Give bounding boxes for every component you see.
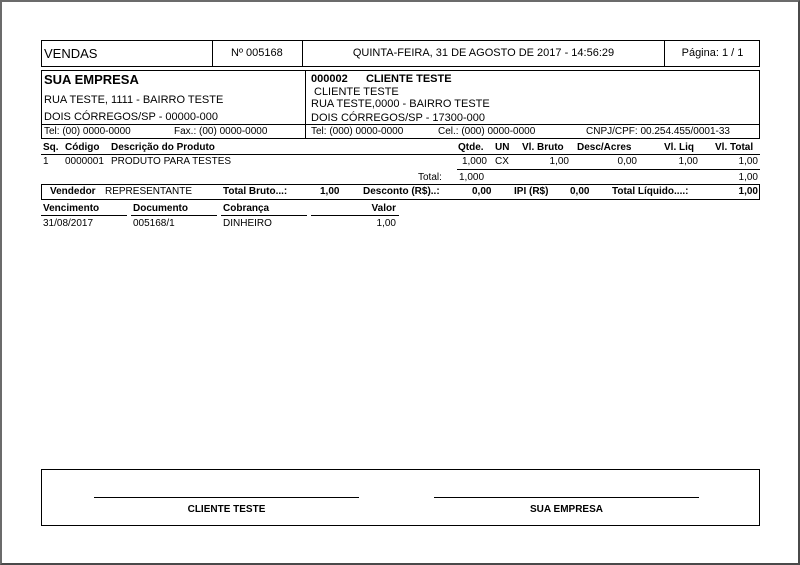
discount-value: 0,00 <box>472 186 492 197</box>
item-net: 1,00 <box>678 156 698 167</box>
gross-value: 1,00 <box>320 186 340 197</box>
client-city: DOIS CÓRREGOS/SP - 17300-000 <box>311 112 486 124</box>
items-total-label: Total: <box>418 172 442 183</box>
gross-label: Total Bruto...: <box>223 186 288 197</box>
page-number: Página: 1 / 1 <box>681 47 744 59</box>
parties-divider <box>305 70 306 139</box>
net-value: 1,00 <box>738 186 758 197</box>
company-tel: Tel: (00) 0000-0000 <box>44 126 131 137</box>
client-cel: Cel.: (000) 0000-0000 <box>438 126 536 137</box>
company-name: SUA EMPRESA <box>44 72 139 87</box>
company-fax: Fax.: (00) 0000-0000 <box>174 126 268 137</box>
item-code: 0000001 <box>65 156 104 167</box>
pay-header-line <box>131 215 217 216</box>
item-total: 1,00 <box>738 156 758 167</box>
report-date: QUINTA-FEIRA, 31 DE AGOSTO DE 2017 - 14:56:29 <box>352 47 615 59</box>
pay-due: 31/08/2017 <box>43 218 94 229</box>
company-signature-label: SUA EMPRESA <box>530 504 603 515</box>
net-label: Total Líquido....: <box>612 186 689 197</box>
report-title: VENDAS <box>44 46 98 61</box>
seller-label: Vendedor <box>50 186 96 197</box>
ipi-label: IPI (R$) <box>514 186 549 197</box>
item-sq: 1 <box>43 156 49 167</box>
client-signature-line <box>94 497 359 498</box>
pay-doc: 005168/1 <box>133 218 175 229</box>
col-header-total: Vl. Total <box>715 142 754 153</box>
parties-contact-line <box>41 124 760 125</box>
seller-name: REPRESENTANTE <box>105 186 193 197</box>
pay-header-line <box>41 215 127 216</box>
col-header-qty: Qtde. <box>458 142 484 153</box>
client-cnpj: CNPJ/CPF: 00.254.455/0001-33 <box>586 126 730 137</box>
pay-value: 1,00 <box>376 218 396 229</box>
pay-header-doc: Documento <box>133 203 188 214</box>
header-divider <box>212 40 213 67</box>
order-number: Nº 005168 <box>231 47 283 59</box>
ipi-value: 0,00 <box>570 186 590 197</box>
discount-label: Desconto (R$)..: <box>363 186 440 197</box>
col-header-disc: Desc/Acres <box>577 142 632 153</box>
pay-header-line <box>311 215 399 216</box>
item-gross: 1,00 <box>549 156 569 167</box>
items-total-line <box>457 169 760 170</box>
company-city: DOIS CÓRREGOS/SP - 00000-000 <box>44 111 219 123</box>
client-name: CLIENTE TESTE <box>314 86 399 98</box>
company-signature-line <box>434 497 699 498</box>
client-tel: Tel: (000) 0000-0000 <box>311 126 404 137</box>
items-total-value: 1,00 <box>738 172 758 183</box>
col-header-gross: Vl. Bruto <box>522 142 564 153</box>
items-total-qty: 1,000 <box>459 172 485 183</box>
col-header-un: UN <box>495 142 510 153</box>
client-name-heading: CLIENTE TESTE <box>366 73 452 85</box>
client-code: 000002 <box>311 73 348 85</box>
pay-header-method: Cobrança <box>223 203 270 214</box>
col-header-net: Vl. Liq <box>664 142 694 153</box>
item-qty: 1,000 <box>461 156 487 167</box>
client-signature-label: CLIENTE TESTE <box>187 504 266 515</box>
col-header-code: Código <box>65 142 100 153</box>
items-header-line <box>41 154 760 155</box>
client-address: RUA TESTE,0000 - BAIRRO TESTE <box>311 98 490 110</box>
pay-method: DINHEIRO <box>223 218 272 229</box>
item-disc: 0,00 <box>617 156 637 167</box>
company-address: RUA TESTE, 1111 - BAIRRO TESTE <box>44 94 224 106</box>
pay-header-due: Vencimento <box>43 203 100 214</box>
item-desc: PRODUTO PARA TESTES <box>111 156 232 167</box>
item-un: CX <box>495 156 509 167</box>
pay-header-value: Valor <box>371 203 396 214</box>
col-header-desc: Descrição do Produto <box>111 142 215 153</box>
col-header-sq: Sq. <box>43 142 59 153</box>
pay-header-line <box>221 215 307 216</box>
